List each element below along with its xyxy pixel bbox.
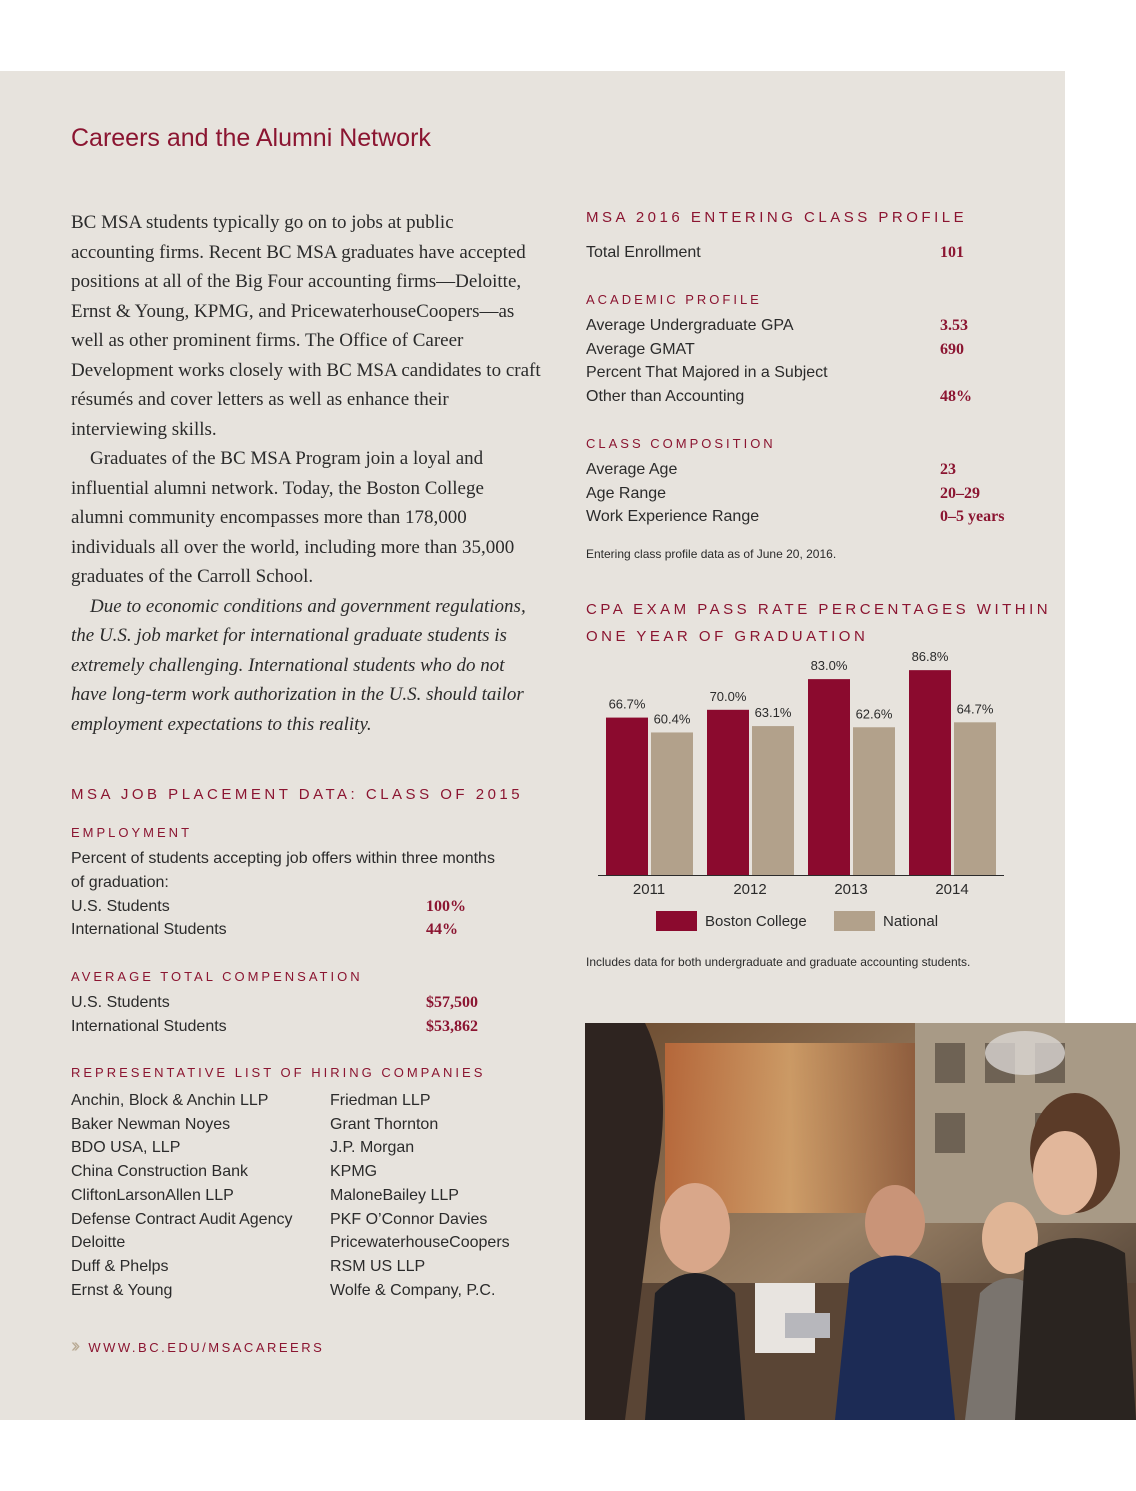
company-item: MaloneBailey LLP: [330, 1186, 459, 1204]
legend-label-boston-college: Boston College: [705, 913, 807, 930]
employment-intro-1: Percent of students accepting job offers within three months: [71, 850, 495, 867]
composition-row-label: Age Range: [586, 485, 667, 502]
body-paragraph-1: BC MSA students typically go on to jobs at public accounting firms. Recent BC MSA graduates have accepted positions at all of the Big Four accounting firms—Deloitte, Ernst & Young, KPMG, and PricewaterhouseCoopers—as well as other prominent firms. The Office of Career Development works closely with BC MSA candidates to craft résumés and cover letters as well as enhance their interviewing skills.: [71, 212, 541, 440]
profile-heading: MSA 2016 ENTERING CLASS PROFILE: [586, 209, 968, 226]
academic-profile-heading: ACADEMIC PROFILE: [586, 292, 762, 307]
employment-row-value: 44%: [426, 921, 458, 938]
bc-bar-2013: [808, 679, 850, 875]
x-tick-label-2014: 2014: [935, 881, 969, 898]
compensation-row-value: $53,862: [426, 1018, 478, 1035]
company-item: Anchin, Block & Anchin LLP: [71, 1092, 269, 1109]
profile-note: Entering class profile data as of June 20, 2016.: [586, 547, 837, 561]
national-bar-2011: [651, 732, 693, 875]
employment-row-value: 100%: [426, 898, 466, 915]
national-bar-2012: [752, 726, 794, 875]
bc-value-label-2012: 70.0%: [709, 688, 747, 704]
companies-list-col2: [330, 1089, 510, 1302]
employment-intro-2: of graduation:: [71, 874, 169, 891]
company-item: PricewaterhouseCoopers: [330, 1234, 510, 1252]
company-item: RSM US LLP: [330, 1257, 426, 1275]
employment-row-label: International Students: [71, 921, 227, 938]
academic-row-label: Average Undergraduate GPA: [586, 317, 794, 334]
careers-link[interactable]: [71, 1335, 324, 1358]
academic-row-value: 3.53: [940, 317, 968, 334]
company-item: KPMG: [330, 1163, 378, 1181]
academic-row-value: 48%: [940, 388, 972, 405]
composition-row-value: 23: [940, 461, 956, 478]
body-text: [71, 208, 541, 739]
bc-bar-2012: [707, 710, 749, 875]
company-item: China Construction Bank: [71, 1163, 248, 1181]
national-value-label-2014: 64.7%: [956, 701, 994, 717]
composition-row-value: 0–5 years: [940, 508, 1005, 525]
composition-row-value: 20–29: [940, 485, 980, 502]
national-value-label-2011: 60.4%: [653, 711, 691, 727]
placement-heading: MSA JOB PLACEMENT DATA: CLASS OF 2015: [71, 786, 524, 803]
national-bar-2013: [853, 727, 895, 875]
company-item: Deloitte: [71, 1234, 126, 1252]
composition-row-label: Average Age: [586, 461, 678, 478]
cpa-pass-rate-chart: [586, 650, 1026, 940]
chevron-double-right-icon: ››: [71, 1335, 77, 1357]
bc-value-label-2013: 83.0%: [810, 658, 848, 674]
legend-label-national: National: [883, 913, 939, 930]
body-paragraph-3: Due to economic conditions and government regulations, the U.S. job market for international graduate students is extremely challenging. International students who do not have long-term work authorization in the U.S. should tailor employment expectations to this reality.: [71, 595, 526, 735]
bc-value-label-2014: 86.8%: [911, 650, 949, 665]
company-item: PKF O’Connor Davies: [330, 1210, 488, 1228]
chart-note: Includes data for both undergraduate and graduate accounting students.: [586, 955, 971, 969]
companies-heading: REPRESENTATIVE LIST OF HIRING COMPANIES: [71, 1065, 486, 1080]
company-item: J.P. Morgan: [330, 1139, 415, 1157]
company-item: BDO USA, LLP: [71, 1139, 181, 1157]
company-item: Duff & Phelps: [71, 1257, 169, 1275]
compensation-heading: AVERAGE TOTAL COMPENSATION: [71, 969, 363, 984]
compensation-row-label: International Students: [71, 1018, 227, 1035]
cpa-heading-line-1: CPA EXAM PASS RATE PERCENTAGES WITHIN: [586, 601, 1052, 618]
cpa-heading-line-2: ONE YEAR OF GRADUATION: [586, 628, 869, 645]
academic-row-value: 690: [940, 341, 964, 358]
students-photo: [585, 1023, 1136, 1420]
company-item: Ernst & Young: [71, 1281, 173, 1299]
bc-bar-2011: [606, 718, 648, 875]
total-enrollment-value: 101: [940, 244, 964, 261]
compensation-row-value: $57,500: [426, 994, 478, 1011]
x-tick-label-2011: 2011: [632, 881, 666, 898]
academic-row-label: Average GMAT: [586, 341, 695, 358]
national-value-label-2012: 63.1%: [754, 705, 792, 721]
composition-row-label: Work Experience Range: [586, 508, 760, 525]
employment-row-label: U.S. Students: [71, 898, 170, 915]
careers-link-text[interactable]: WWW.BC.EDU/MSACAREERS: [88, 1340, 325, 1355]
total-enrollment-label: Total Enrollment: [586, 244, 701, 261]
bc-bar-2014: [909, 670, 951, 875]
class-composition-heading: CLASS COMPOSITION: [586, 436, 776, 451]
compensation-row-label: U.S. Students: [71, 994, 170, 1011]
bc-value-label-2011: 66.7%: [608, 696, 646, 712]
legend-swatch-boston-college: [656, 911, 697, 931]
national-value-label-2013: 62.6%: [855, 706, 893, 722]
company-item: CliftonLarsonAllen LLP: [71, 1186, 234, 1204]
company-item: Grant Thornton: [330, 1115, 439, 1133]
page-title: Careers and the Alumni Network: [71, 124, 431, 152]
x-tick-label-2013: 2013: [834, 881, 868, 898]
employment-heading: EMPLOYMENT: [71, 825, 193, 840]
national-bar-2014: [954, 722, 996, 875]
company-item: Defense Contract Audit Agency: [71, 1210, 293, 1228]
academic-row-label: Percent That Majored in a Subject: [586, 364, 828, 381]
legend-swatch-national: [834, 911, 875, 931]
company-item: Friedman LLP: [330, 1092, 431, 1109]
academic-row-label: Other than Accounting: [586, 388, 745, 405]
company-item: Baker Newman Noyes: [71, 1115, 231, 1133]
companies-list-col1: [71, 1089, 292, 1302]
body-paragraph-2: Graduates of the BC MSA Program join a loyal and influential alumni network. Today, the Boston College alumni community encompasses more than 178,000 individuals all over the world, including more than 35,000 graduates of the Carroll School.: [71, 448, 515, 587]
x-tick-label-2012: 2012: [733, 881, 767, 898]
company-item: Wolfe & Company, P.C.: [330, 1281, 496, 1299]
